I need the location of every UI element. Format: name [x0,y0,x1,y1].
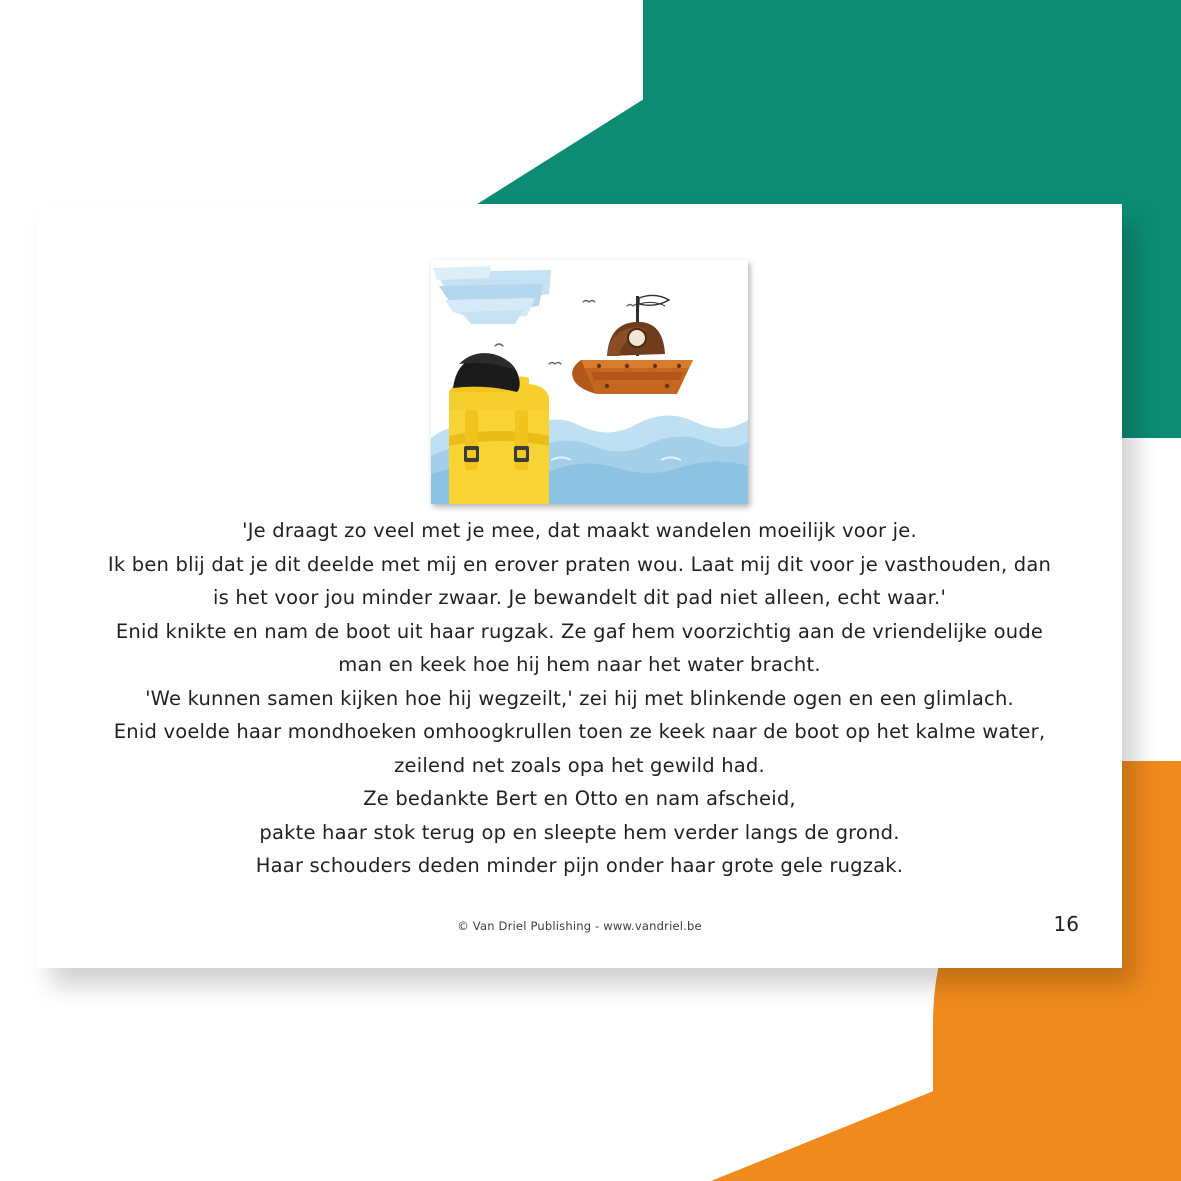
story-line: zeilend net zoals opa het gewild had. [394,753,765,777]
book-page-wrapper [37,204,1122,968]
story-line: Enid voelde haar mondhoeken omhoogkrullen toen ze keek naar de boot op het kalme water, [113,720,1046,743]
story-line: Haar schouders deden minder pijn onder haar grote gele rugzak. [255,854,904,877]
page-number: 16 [1053,912,1079,936]
story-text [92,514,1067,883]
story-line: 'Je draagt zo veel met je mee, dat maakt wandelen moeilijk voor je. [242,519,917,542]
illustration-artwork [431,260,748,504]
story-line: man en keek hoe hij hem naar het water bracht. [338,653,821,676]
story-line: Ik ben blij dat je dit deelde met mij en erover praten wou. Laat mij dit voor je vasthouden, dan [107,552,1052,576]
story-line: pakte haar stok terug op en sleepte hem verder langs de grond. [259,820,900,844]
story-line: is het voor jou minder zwaar. Je bewandelt dit pad niet alleen, echt waar.' [212,586,947,609]
copyright-credit: © Van Driel Publishing - www.vandriel.be [457,919,702,933]
yellow-backpack [449,376,549,504]
story-line: Ze bedankte Bert en Otto en nam afscheid, [363,787,796,810]
story-line: Enid knikte en nam de boot uit haar rugzak. Ze gaf hem voorzichtig aan de vriendelijke oude [115,619,1044,643]
story-line: 'We kunnen samen kijken hoe hij wegzeilt,' zei hij met blinkende ogen en een glimlach. [145,686,1014,710]
picture-book-illustration [431,260,748,504]
book-page [37,204,1122,968]
